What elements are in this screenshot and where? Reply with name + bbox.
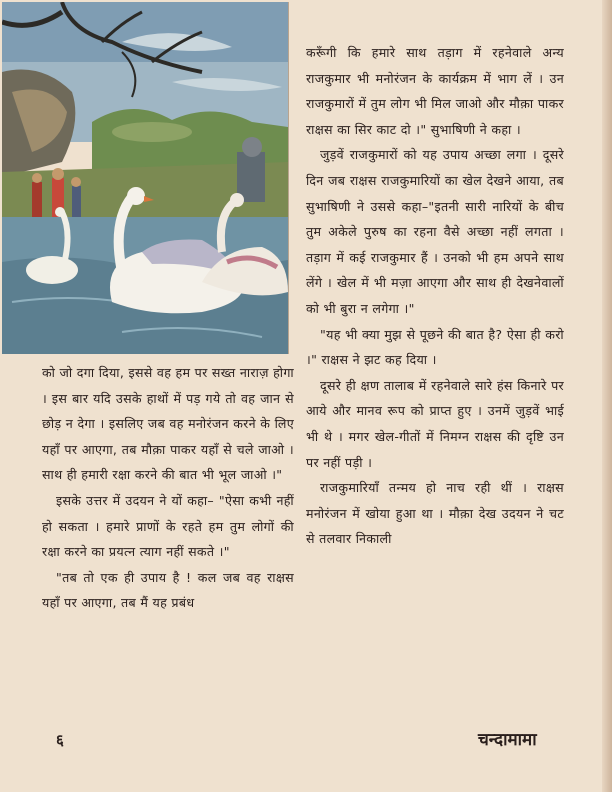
paragraph: को जो दगा दिया, इससे वह हम पर सख्त नाराज़ होगा । इस बार यदि उसके हाथों में पड़ गये तो वह जान से छोड़ न देगा । इसलिए जब वह मनोरंजन करने के लिए यहाँ पर आएगा, तब मौक़ा पाकर यहाँ से चले जाओ । साथ ही हमारी रक्षा करने की बात भी भूल जाओ ।": [42, 365, 294, 483]
paragraph: "तब तो एक ही उपाय है ! कल जब वह राक्षस यहाँ पर आएगा, तब मैं यह प्रबंध: [42, 569, 294, 611]
right-text-column: [306, 40, 564, 552]
swan-princes-illustration: [2, 2, 289, 354]
paragraph: करूँगी कि हमारे साथ तड़ाग में रहनेवाले अन्य राजकुमार भी मनोरंजन के कार्यक्रम में भाग लें । उन राजकुमारों में तुम लोग भी मिल जाओ और मौक़ा पाकर राक्षस का सिर काट दो ।" सुभाषिणी ने कहा ।: [306, 45, 564, 137]
paragraph: दूसरे ही क्षण तालाब में रहनेवाले सारे हंस किनारे पर आये और मानव रूप को प्राप्त हुए । उनमें जुड़वें भाई भी थे । मगर खेल-गीतों में निमग्न राक्षस की दृष्टि उन पर नहीं पड़ी ।: [306, 377, 564, 470]
left-text-column: [42, 360, 294, 616]
paragraph: "यह भी क्या मुझ से पूछने की बात है? ऐसा ही करो ।" राक्षस ने झट कह दिया ।: [306, 326, 564, 368]
paragraph: राजकुमारियाँ तन्मय हो नाच रही थीं । राक्षस मनोरंजन में खोया हुआ था । मौक़ा देख उदयन ने चट से तलवार निकाली: [306, 480, 564, 547]
paragraph: जुड़वें राजकुमारों को यह उपाय अच्छा लगा । दूसरे दिन जब राक्षस राजकुमारियों का खेल देखने आया, तब सुभाषिणी ने उससे कहा–"इतनी सारी नारियों के बीच तुम अकेले पुरुष का रहना वैसे अच्छा नहीं लगता । तड़ाग में कई राजकुमार हैं । उनको भी हम अपने साथ लेंगे । खेल में भी मज़ा आएगा और साथ ही देखनेवालों को भी बुरा न लगेगा ।": [306, 147, 564, 316]
page-edge: [602, 0, 612, 792]
paragraph: इसके उत्तर में उदयन ने यों कहा– "ऐसा कभी नहीं हो सकता । हमारे प्राणों के रहते हम तुम लोगों की रक्षा करने का प्रयत्न त्याग नहीं सकते ।": [42, 492, 294, 560]
magazine-name: चन्दामामा: [478, 730, 537, 750]
page-number: ६: [56, 731, 64, 749]
